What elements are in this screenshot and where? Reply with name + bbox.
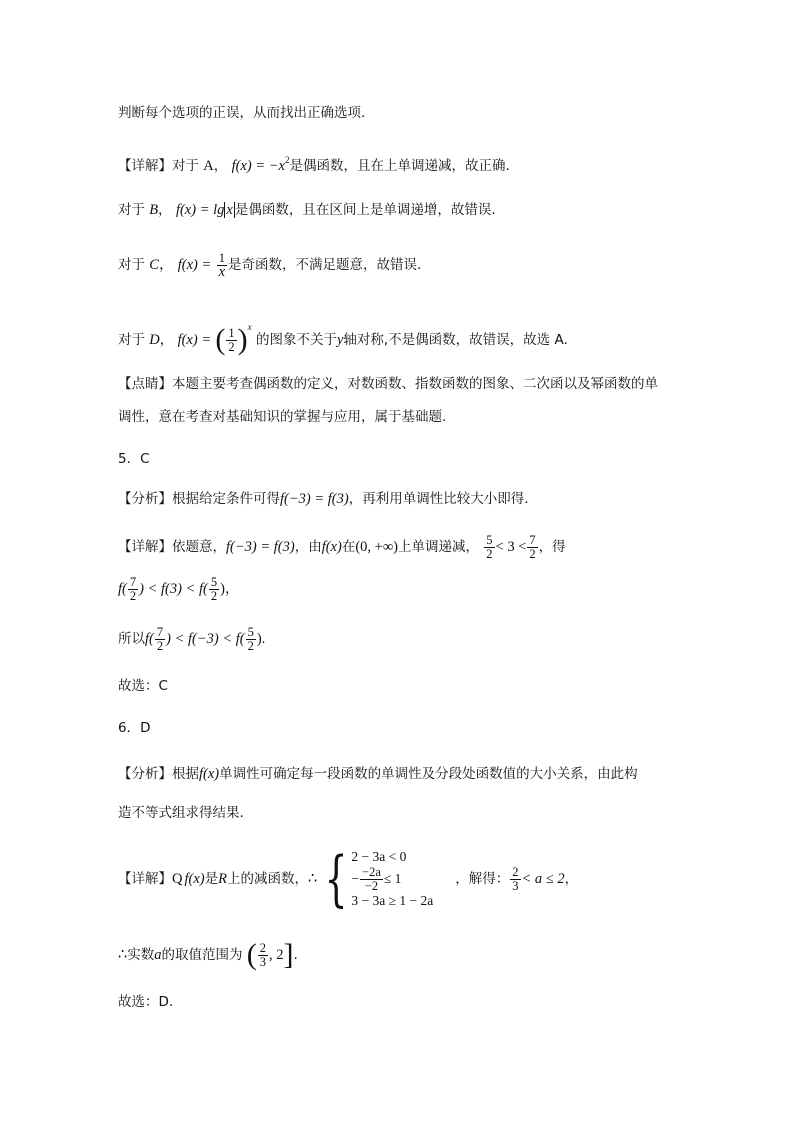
text: 轴对称,不是偶函数，故错误，故选 A. — [343, 332, 568, 348]
option-label: C — [149, 257, 159, 273]
text-line-16: 造不等式组求得结果. — [118, 805, 244, 821]
option-label: B — [149, 202, 159, 218]
exponent: 2 — [284, 155, 290, 165]
inequality: 3 − 3a ≥ 1 − 2a — [351, 893, 434, 908]
text-line-12 — [118, 622, 265, 656]
formula: f( — [118, 581, 127, 597]
left-paren: ( — [246, 938, 257, 971]
system-row-3 — [351, 890, 433, 912]
formula: f(x) = — [177, 332, 212, 348]
text: 是 — [204, 871, 219, 887]
denominator: 3 — [512, 878, 519, 893]
formula: f(x) = lg — [175, 202, 225, 218]
text: ，解得： — [455, 871, 510, 887]
text: 是奇函数，不满足题意，故错误. — [228, 257, 422, 273]
text-line-7: 调性，意在考查对基础知识的掌握与应用，属于基础题. — [118, 409, 447, 425]
denominator: x — [218, 263, 226, 280]
text-line-13: 故选：C — [118, 678, 168, 694]
system-row-2 — [351, 864, 433, 893]
formula: f(x) — [199, 766, 220, 782]
text: 上的减函数， — [226, 871, 308, 887]
numerator: 1 — [228, 325, 235, 340]
system-rows — [351, 846, 433, 912]
formula: f(x) — [184, 871, 205, 887]
minus-sign: − — [351, 871, 360, 886]
text: 对于 — [172, 158, 199, 174]
text-line-9 — [118, 489, 529, 509]
text: ， — [564, 871, 579, 887]
variable: a — [154, 947, 162, 963]
fraction — [128, 576, 138, 603]
formula: f(x) — [321, 539, 342, 555]
text: 单调性可确定每一段函数的单调性及分段处函数值的大小关系，由此构 — [219, 766, 638, 782]
text: 实数 — [127, 947, 155, 963]
tag-analysis: 【分析】 — [118, 491, 172, 507]
fraction — [155, 626, 165, 653]
numerator: 7 — [156, 624, 164, 639]
tag-detail: 【详解】 — [118, 539, 172, 555]
tag-analysis: 【分析】 — [118, 766, 172, 782]
formula: f(x) = −x — [231, 158, 285, 174]
text: 对于 — [118, 257, 145, 273]
text: ，得 — [538, 539, 566, 555]
denominator: 3 — [259, 954, 267, 969]
denominator: 2 — [529, 546, 536, 561]
text-line-19: 故选：D. — [118, 994, 174, 1010]
text-line-3 — [118, 200, 496, 220]
text: . — [293, 947, 298, 963]
text-line-6: 【点睛】本题主要考查偶函数的定义，对数函数、指数函数的图象、二次函以及幂函数的单 — [118, 376, 658, 392]
fraction — [209, 576, 219, 603]
text-line-4 — [118, 250, 421, 280]
fraction — [226, 327, 236, 354]
text: ，由 — [294, 539, 322, 555]
abs-value: x — [226, 202, 233, 218]
numerator: 2 — [512, 864, 519, 879]
numerator: 7 — [529, 532, 536, 547]
denominator: 2 — [228, 339, 235, 354]
text: 依题意， — [172, 539, 226, 555]
set-label: R — [218, 871, 227, 887]
interval: (0, +∞) — [355, 539, 398, 555]
text: 是偶函数，且在上单调递减，故正确. — [289, 158, 510, 174]
numerator: 2 — [259, 940, 267, 955]
formula: )， — [220, 581, 240, 597]
text-line-10 — [118, 530, 566, 564]
formula: f( — [145, 631, 154, 647]
right-paren: ) — [237, 323, 248, 356]
axis-label: y — [336, 332, 344, 348]
text-line-11 — [118, 572, 239, 606]
formula: f(x) = — [177, 257, 212, 273]
text: ， — [213, 158, 228, 174]
numerator: 5 — [247, 624, 254, 639]
formula: ) < f(−3) < f( — [166, 631, 245, 647]
denominator: 2 — [210, 588, 218, 603]
right-bracket: ] — [283, 938, 294, 971]
because-symbol: Q — [172, 871, 183, 887]
text: 的图象不关于 — [255, 332, 337, 348]
formula: ). — [256, 631, 266, 647]
answer-6: 6．D — [118, 720, 151, 736]
text: 上单调递减， — [398, 539, 479, 555]
formula: < 3 < — [495, 539, 527, 555]
formula: < a ≤ 2 — [521, 871, 565, 887]
formula: f(−3) = f(3) — [226, 539, 295, 555]
numerator: 7 — [129, 574, 137, 589]
option-label: D — [149, 332, 160, 348]
formula: f(−3) = f(3) — [280, 491, 349, 507]
fraction — [527, 534, 537, 561]
denominator: 2 — [156, 638, 164, 653]
exponent: x — [247, 322, 252, 332]
text-line-2 — [118, 150, 510, 176]
therefore-symbol: ∴ — [307, 871, 318, 887]
tag-detail: 【详解】 — [118, 158, 172, 174]
denominator: 2 — [486, 546, 493, 561]
text-line-15 — [118, 764, 638, 784]
fraction — [246, 626, 256, 653]
text: ， — [158, 202, 172, 218]
text: 对于 — [118, 332, 145, 348]
therefore-symbol: ∴ — [118, 947, 128, 963]
text: 对于 — [118, 202, 145, 218]
text-line-5 — [118, 310, 568, 357]
answer-5: 5．C — [118, 451, 150, 467]
text: 在 — [341, 539, 356, 555]
left-paren: ( — [215, 323, 226, 356]
text: 是偶函数，且在区间上是单调递增，故错误. — [234, 202, 496, 218]
option-label: A — [203, 158, 214, 174]
text-line-18 — [118, 938, 298, 972]
left-brace: { — [324, 844, 348, 914]
text-line-17 — [118, 838, 578, 920]
numerator: 5 — [210, 574, 218, 589]
text-line-1: 判断每个选项的正误，从而找出正确选项. — [118, 105, 366, 121]
formula: , 2 — [269, 947, 284, 963]
text: ，再利用单调性比较大小即得. — [348, 491, 529, 507]
text: 根据 — [172, 766, 199, 782]
tag-detail: 【详解】 — [118, 871, 172, 887]
fraction — [360, 866, 383, 893]
fraction — [510, 866, 520, 893]
formula: ) < f(3) < f( — [139, 581, 208, 597]
text: ， — [158, 257, 174, 273]
numerator: 1 — [218, 250, 225, 265]
numerator: 5 — [486, 532, 493, 547]
fraction — [258, 942, 268, 969]
inequality: ≤ 1 — [383, 871, 402, 886]
denominator: 2 — [247, 638, 254, 653]
text: 根据给定条件可得 — [172, 491, 280, 507]
text: ， — [159, 332, 174, 348]
denominator: 2 — [129, 588, 137, 603]
text: 所以 — [118, 631, 145, 647]
fraction — [217, 252, 227, 279]
text: 的取值范围为 — [161, 947, 243, 963]
denominator: −2 — [364, 878, 379, 893]
inequality: 2 − 3a < 0 — [351, 849, 407, 864]
inequality-system — [317, 846, 433, 912]
fraction — [484, 534, 494, 561]
numerator: −2a — [362, 864, 381, 879]
